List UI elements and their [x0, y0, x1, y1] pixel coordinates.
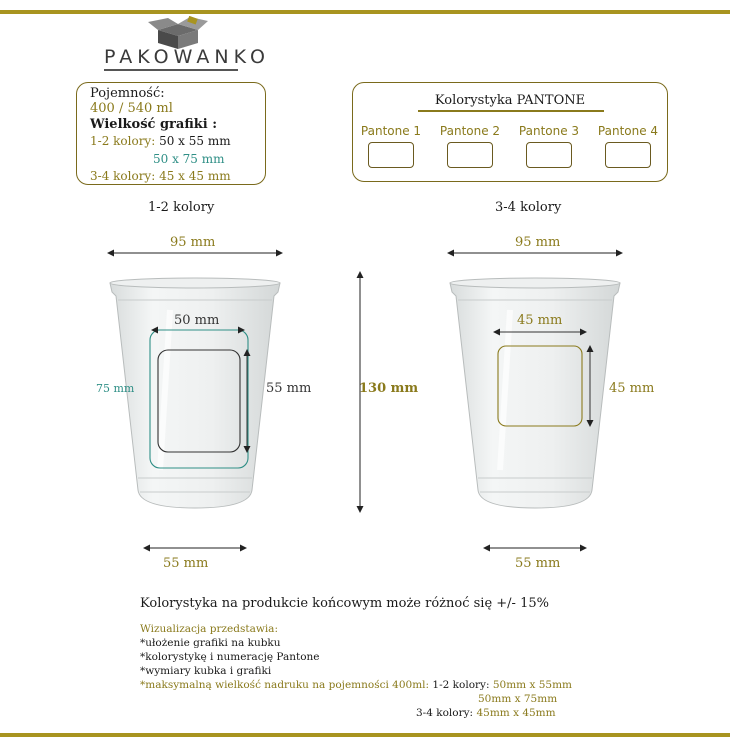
- left-top-width-label: 95 mm: [170, 235, 216, 250]
- pantone-title: Kolorystyka PANTONE: [434, 93, 586, 108]
- graphic-size-title: Wielkość grafiki :: [90, 117, 218, 132]
- notes-max-3: [416, 706, 556, 720]
- left-height-main-label: 55 mm: [266, 381, 312, 396]
- right-top-width-label: 95 mm: [515, 235, 561, 250]
- pantone-2-label: Pantone 2: [439, 124, 501, 138]
- right-cup-title: 3-4 kolory: [495, 200, 562, 215]
- notes-max-2-value: 50mm x 75mm: [478, 693, 558, 705]
- pantone-1-label: Pantone 1: [360, 124, 422, 138]
- cup-height-label: 130 mm: [359, 381, 419, 396]
- notes-max-print: [140, 678, 572, 692]
- right-print-width-label: 45 mm: [517, 313, 563, 328]
- left-bottom-width-label: 55 mm: [163, 556, 209, 571]
- right-print-height-label: 45 mm: [609, 381, 655, 396]
- graphic-size-line1-label: 1-2 kolory:: [90, 134, 156, 148]
- pantone-3-label: Pantone 3: [518, 124, 580, 138]
- pantone-4-label: Pantone 4: [597, 124, 659, 138]
- left-print-width-label: 50 mm: [174, 313, 220, 328]
- notes-max-3-value: 45mm x 45mm: [476, 707, 556, 719]
- color-disclaimer: Kolorystyka na produkcie końcowym może różnoć się +/- 15%: [140, 596, 549, 611]
- left-height-alt-label: 75 mm: [96, 382, 135, 395]
- brand-name: PAKOWANKO: [104, 46, 270, 68]
- graphic-size-line2: 50 x 75 mm: [153, 152, 225, 166]
- notes-item-2: *kolorystykę i numerację Pantone: [140, 651, 320, 663]
- right-bottom-width-label: 55 mm: [515, 556, 561, 571]
- notes-max-3-label: 3-4 kolory:: [416, 707, 474, 719]
- capacity-value: 400 / 540 ml: [90, 101, 173, 116]
- graphic-size-line1-value: 50 x 55 mm: [159, 134, 231, 148]
- capacity-title: Pojemność:: [90, 86, 165, 101]
- notes-title: Wizualizacja przedstawia:: [140, 623, 278, 635]
- notes-max-1-label: 1-2 kolory:: [432, 679, 490, 691]
- notes-max-print-prefix: *maksymalną wielkość nadruku na pojemności 400ml:: [140, 679, 430, 691]
- left-cup-title: 1-2 kolory: [148, 200, 215, 215]
- bottom-border-bar: [0, 733, 730, 737]
- notes-item-1: *ułożenie grafiki na kubku: [140, 637, 281, 649]
- notes-item-3: *wymiary kubka i grafiki: [140, 665, 272, 677]
- graphic-size-line3: 3-4 kolory: 45 x 45 mm: [90, 169, 231, 183]
- notes-max-1-value: 50mm x 55mm: [492, 679, 573, 691]
